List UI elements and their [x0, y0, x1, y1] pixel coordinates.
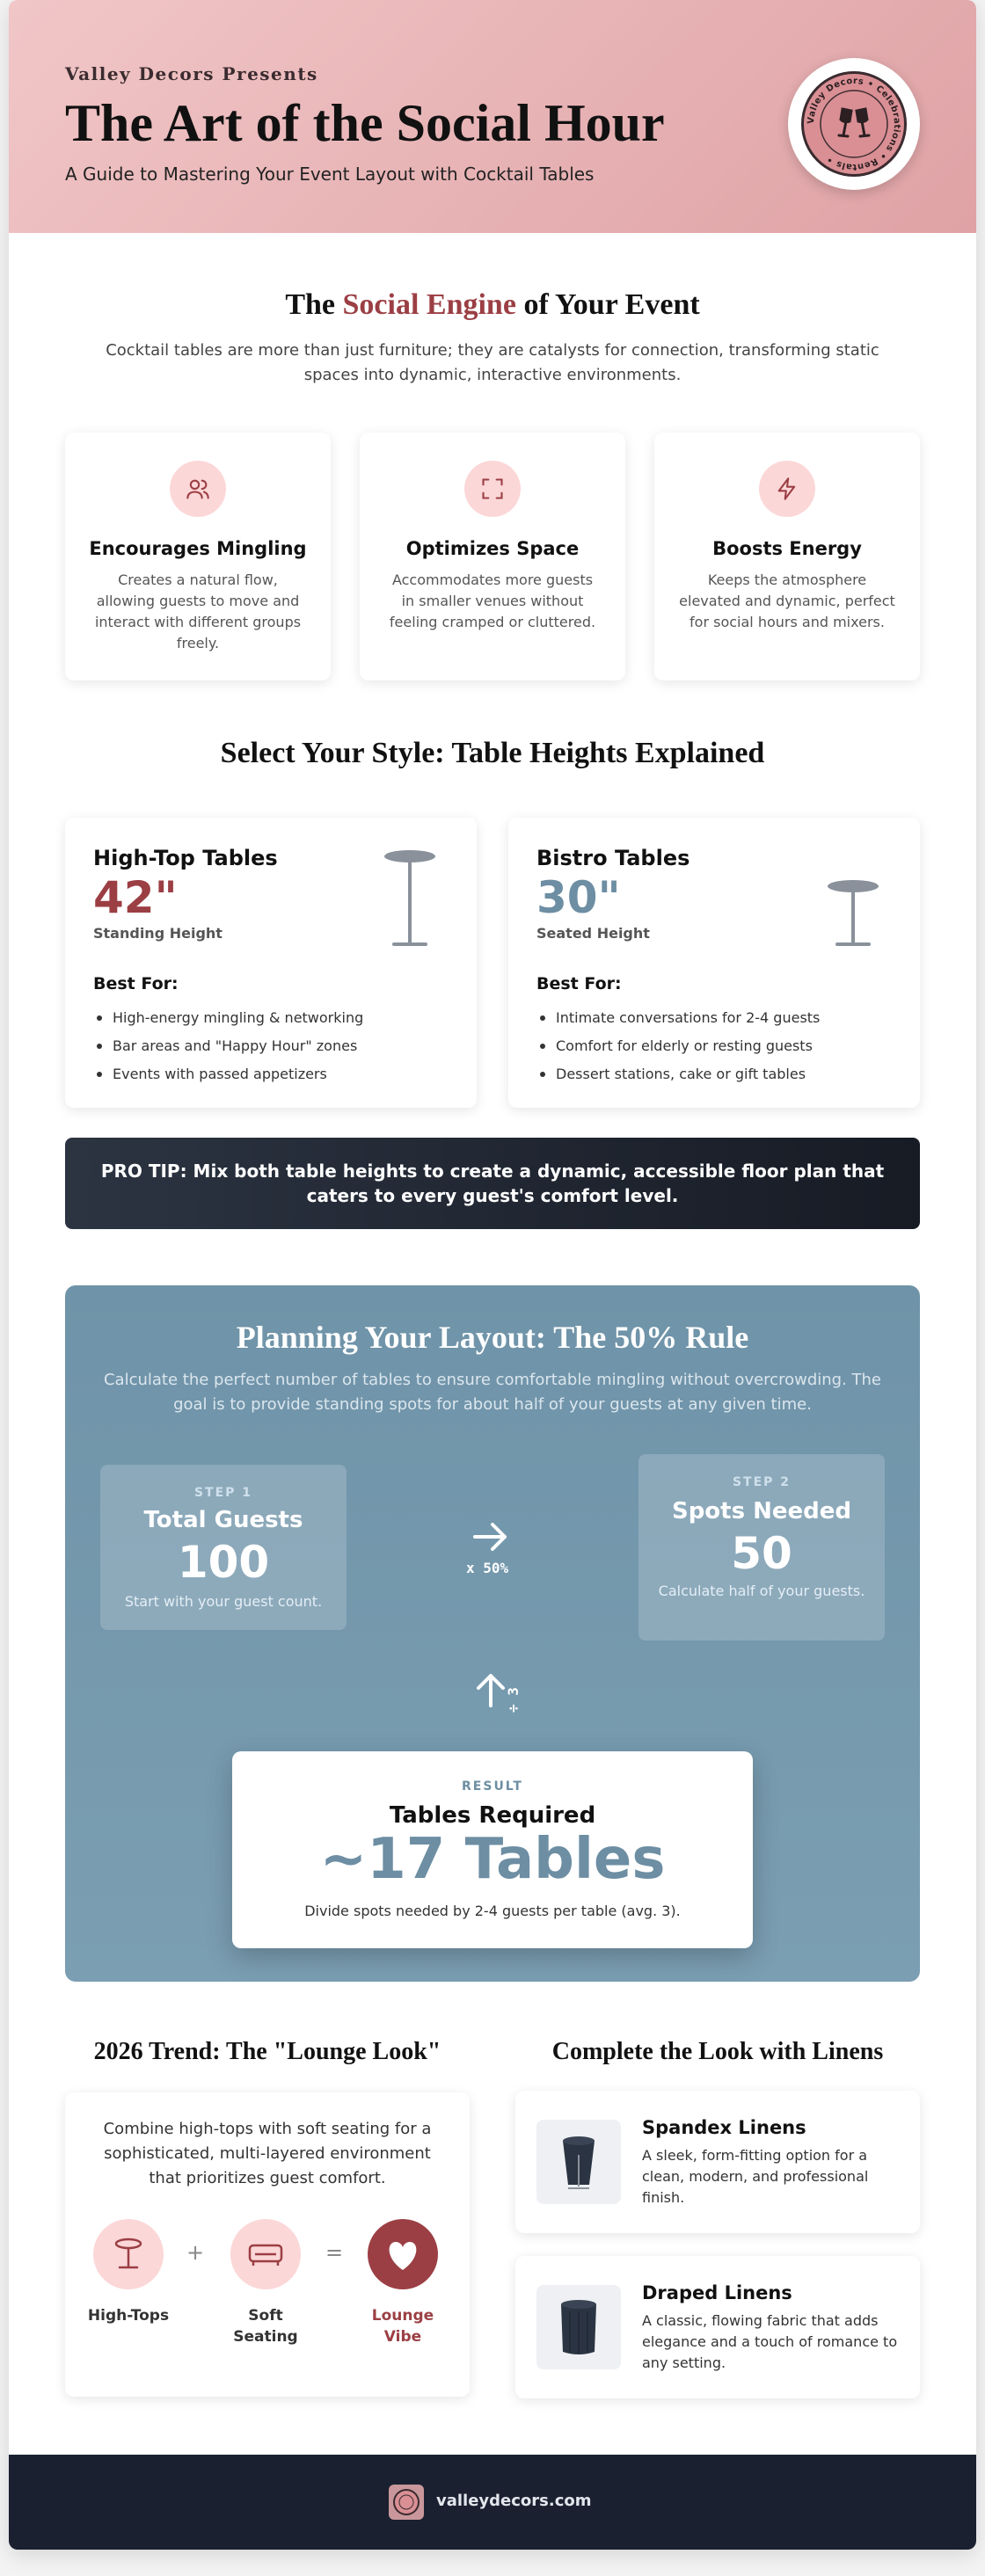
logo-ring-text: Valley Decors • Celebrations • Rentals • [806, 76, 902, 172]
linen-name: Draped Linens [642, 2282, 792, 2303]
arrow-right-icon [471, 1521, 510, 1553]
best-for-label: Best For: [93, 974, 179, 993]
high-top-card [65, 818, 477, 1108]
linen-card-draped [515, 2256, 920, 2398]
heights-title: Select Your Style: Table Heights Explained [220, 737, 765, 769]
spandex-linen-icon [536, 2120, 621, 2204]
users-icon [170, 461, 226, 517]
list-item: Events with passed appetizers [93, 1060, 363, 1088]
engine-title: The Social Engine of Your Event [285, 288, 700, 321]
page-title: The Art of the Social Hour [65, 94, 665, 152]
result-card [232, 1751, 753, 1948]
linen-description: A sleek, form-fitting option for a clean, modern, and professional finish. [642, 2147, 869, 2206]
feature-card-space [360, 433, 625, 680]
step-title: Total Guests [143, 1507, 303, 1533]
high-top-table-icon [383, 849, 436, 951]
arrow-up-icon [473, 1672, 508, 1707]
sofa-icon [230, 2219, 301, 2289]
linen-name: Spandex Linens [642, 2117, 806, 2138]
bistro-table-icon [827, 879, 879, 951]
page-subtitle: A Guide to Mastering Your Event Layout with Cocktail Tables [65, 164, 595, 185]
step-title: Spots Needed [671, 1498, 852, 1524]
expand-icon [464, 461, 521, 517]
feature-description: Keeps the atmosphere elevated and dynamic, perfect for social hours and mixers. [679, 571, 895, 630]
linen-card-spandex [515, 2091, 920, 2233]
table-height-label: Standing Height [93, 925, 223, 942]
table-type-name: High-Top Tables [93, 846, 278, 870]
feature-title: Boosts Energy [712, 538, 862, 559]
feature-title: Optimizes Space [405, 538, 580, 559]
table-height-value: 30" [536, 872, 621, 923]
step-2-card [638, 1454, 885, 1641]
best-for-label: Best For: [536, 974, 622, 993]
step-1-card [100, 1465, 347, 1630]
feature-title: Encourages Mingling [89, 538, 307, 559]
list-item: Dessert stations, cake or gift tables [536, 1060, 820, 1088]
step-value: 50 [731, 1528, 792, 1579]
divider-label: ÷ 3 [505, 1687, 522, 1713]
lightning-icon [759, 461, 815, 517]
footer-logo-icon [389, 2485, 424, 2520]
draped-linen-icon [536, 2285, 621, 2369]
lounge-item-label: Lounge Vibe [371, 2307, 434, 2346]
step-label: STEP 2 [732, 1475, 792, 1489]
table-type-name: Bistro Tables [536, 846, 690, 870]
list-item: Bar areas and "Happy Hour" zones [93, 1032, 363, 1060]
table-height-value: 42" [93, 872, 178, 923]
footer-website-link[interactable]: valleydecors.com [436, 2492, 592, 2510]
linens-title: Complete the Look with Linens [551, 2038, 884, 2065]
feature-card-energy [654, 433, 920, 680]
step-value: 100 [177, 1537, 270, 1588]
pro-tip-text: PRO TIP: Mix both table heights to create a dynamic, accessible floor plan that caters to every guest's comfort level. [100, 1161, 885, 1206]
header [9, 0, 976, 233]
bistro-card [508, 818, 920, 1108]
trend-description: Combine high-tops with soft seating for a sophisticated, multi-layered environment that prioritizes guest comfort. [103, 2120, 432, 2187]
feature-card-mingling [65, 433, 331, 680]
infographic-page [9, 0, 976, 2550]
result-title: Tables Required [389, 1802, 596, 1829]
planning-title: Planning Your Layout: The 50% Rule [236, 1320, 749, 1355]
step-description: Start with your guest count. [124, 1593, 323, 1610]
lounge-card [65, 2092, 470, 2397]
step-label: STEP 1 [193, 1486, 253, 1500]
result-label: RESULT [462, 1779, 523, 1794]
lounge-item-label: High-Tops [87, 2307, 170, 2325]
brand-logo [788, 58, 920, 190]
planning-description: Calculate the perfect number of tables to ensure comfortable mingling without overcrowding. The goal is to provide standing spots for about half of your guests at any given time. [103, 1371, 881, 1414]
best-for-list [93, 1004, 363, 1088]
trend-title: 2026 Trend: The "Lounge Look" [93, 2038, 441, 2065]
equals-sign: = [325, 2240, 344, 2265]
lounge-item-label: Soft Seating [233, 2307, 298, 2346]
planning-section [65, 1285, 920, 1982]
feature-description: Creates a natural flow, allowing guests to move and interact with different groups freely. [94, 571, 302, 651]
list-item: High-energy mingling & networking [93, 1004, 363, 1032]
engine-description: Cocktail tables are more than just furniture; they are catalysts for connection, transforming static spaces into dynamic, interactive environments. [106, 341, 879, 384]
result-description: Divide spots needed by 2-4 guests per table (avg. 3). [304, 1903, 681, 1919]
presents-text: Valley Decors Presents [65, 63, 318, 84]
best-for-list [536, 1004, 820, 1088]
linen-description: A classic, flowing fabric that adds elegance and a touch of romance to any setting. [642, 2312, 898, 2371]
plus-sign: + [186, 2240, 205, 2265]
feature-description: Accommodates more guests in smaller venues without feeling cramped or cluttered. [389, 571, 596, 630]
engine-title-accent: Social Engine [342, 288, 516, 321]
heart-icon [368, 2219, 438, 2289]
list-item: Comfort for elderly or resting guests [536, 1032, 820, 1060]
multiplier-label: x 50% [466, 1560, 509, 1576]
list-item: Intimate conversations for 2-4 guests [536, 1004, 820, 1032]
table-height-label: Seated Height [536, 925, 650, 942]
high-top-table-icon [93, 2219, 164, 2289]
result-value: ~17 Tables [319, 1827, 666, 1892]
pro-tip-banner [65, 1138, 920, 1229]
footer [9, 2455, 976, 2550]
step-description: Calculate half of your guests. [658, 1583, 865, 1599]
